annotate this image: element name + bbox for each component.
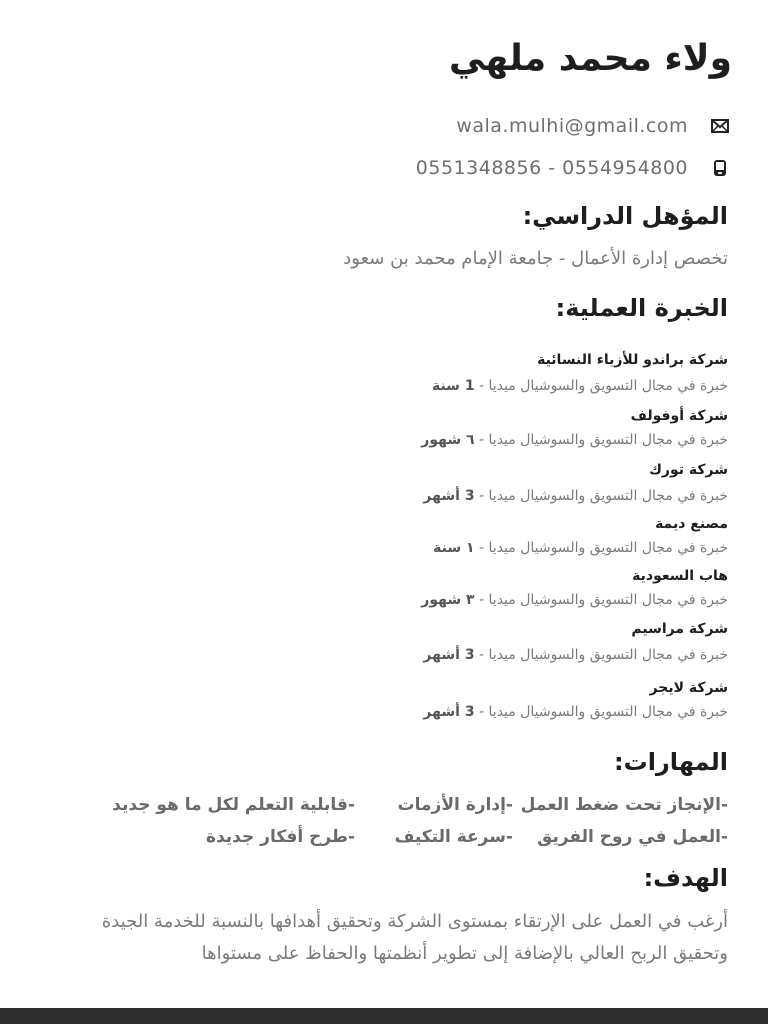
job-entry bbox=[328, 678, 728, 722]
phone-text[interactable]: 0551348856 - 0554954800 bbox=[415, 157, 688, 179]
job-company: شركة أوفولف bbox=[630, 408, 728, 424]
job-entry bbox=[328, 619, 728, 665]
job-description: خبرة في مجال التسويق والسوشيال ميديا - 3 أشهر bbox=[423, 647, 728, 663]
job-duration: 3 أشهر bbox=[423, 704, 475, 720]
email-row bbox=[456, 115, 730, 137]
skill-item: -قابلية التعلم لكل ما هو جديد bbox=[112, 795, 355, 815]
job-entry bbox=[328, 566, 728, 610]
job-duration: 3 أشهر bbox=[423, 488, 475, 504]
job-entry bbox=[328, 460, 728, 506]
experience-title: الخبرة العملية: bbox=[555, 294, 728, 322]
skill-item: -الإنجاز تحت ضغط العمل bbox=[520, 795, 728, 815]
job-description: خبرة في مجال التسويق والسوشيال ميديا - 1 سنة bbox=[431, 378, 728, 394]
job-description: خبرة في مجال التسويق والسوشيال ميديا - ٦ شهور bbox=[421, 432, 728, 448]
education-text: تخصص إدارة الأعمال - جامعة الإمام محمد بن سعود bbox=[343, 248, 728, 269]
skills-list bbox=[48, 794, 728, 848]
skill-item: -سرعة التكيف bbox=[394, 827, 513, 847]
job-entry bbox=[328, 406, 728, 450]
email-text[interactable]: wala.mulhi@gmail.com bbox=[456, 115, 688, 137]
job-company: شركة براندو للأزياء النسائية bbox=[537, 352, 728, 368]
skill-item: -طرح أفكار جديدة bbox=[205, 827, 355, 847]
job-description: خبرة في مجال التسويق والسوشيال ميديا - 3 أشهر bbox=[423, 704, 728, 720]
mobile-phone-icon bbox=[710, 158, 730, 178]
phone-row bbox=[416, 157, 730, 179]
job-duration: ١ سنة bbox=[433, 540, 475, 556]
footer-bar bbox=[0, 1008, 768, 1024]
job-duration: ٣ شهور bbox=[421, 592, 475, 608]
job-duration: 3 أشهر bbox=[423, 647, 475, 663]
job-duration: ٦ شهور bbox=[421, 432, 475, 448]
skills-title: المهارات: bbox=[614, 748, 728, 776]
job-duration: 1 سنة bbox=[431, 378, 475, 394]
job-company: هاب السعودية bbox=[632, 568, 728, 584]
job-company: شركة لايجر bbox=[649, 680, 728, 696]
skill-item: -العمل في روح الفريق bbox=[537, 827, 728, 847]
job-description: خبرة في مجال التسويق والسوشيال ميديا - 3 أشهر bbox=[423, 488, 728, 504]
job-entry bbox=[328, 514, 728, 558]
job-description: خبرة في مجال التسويق والسوشيال ميديا - ١ سنة bbox=[433, 540, 728, 556]
job-company: مصنع ديمة bbox=[655, 516, 728, 532]
envelope-icon bbox=[710, 116, 730, 136]
goal-text: أرغب في العمل على الإرتقاء بمستوى الشركة وتحقيق أهدافها بالنسبة للخدمة الجيدة وتحقيق الربح العالي بالإضافة إلى تطوير أنظمتها والحفاظ على مستواها bbox=[101, 911, 728, 964]
education-title: المؤهل الدراسي: bbox=[522, 202, 728, 230]
job-entry bbox=[328, 350, 728, 396]
candidate-name: ولاء محمد ملهي bbox=[449, 38, 732, 79]
job-description: خبرة في مجال التسويق والسوشيال ميديا - ٣ شهور bbox=[421, 592, 728, 608]
goal-title: الهدف: bbox=[643, 864, 728, 892]
job-company: شركة مراسيم bbox=[631, 621, 728, 637]
job-company: شركة تورك bbox=[649, 462, 728, 478]
skill-item: -إدارة الأزمات bbox=[397, 795, 513, 815]
